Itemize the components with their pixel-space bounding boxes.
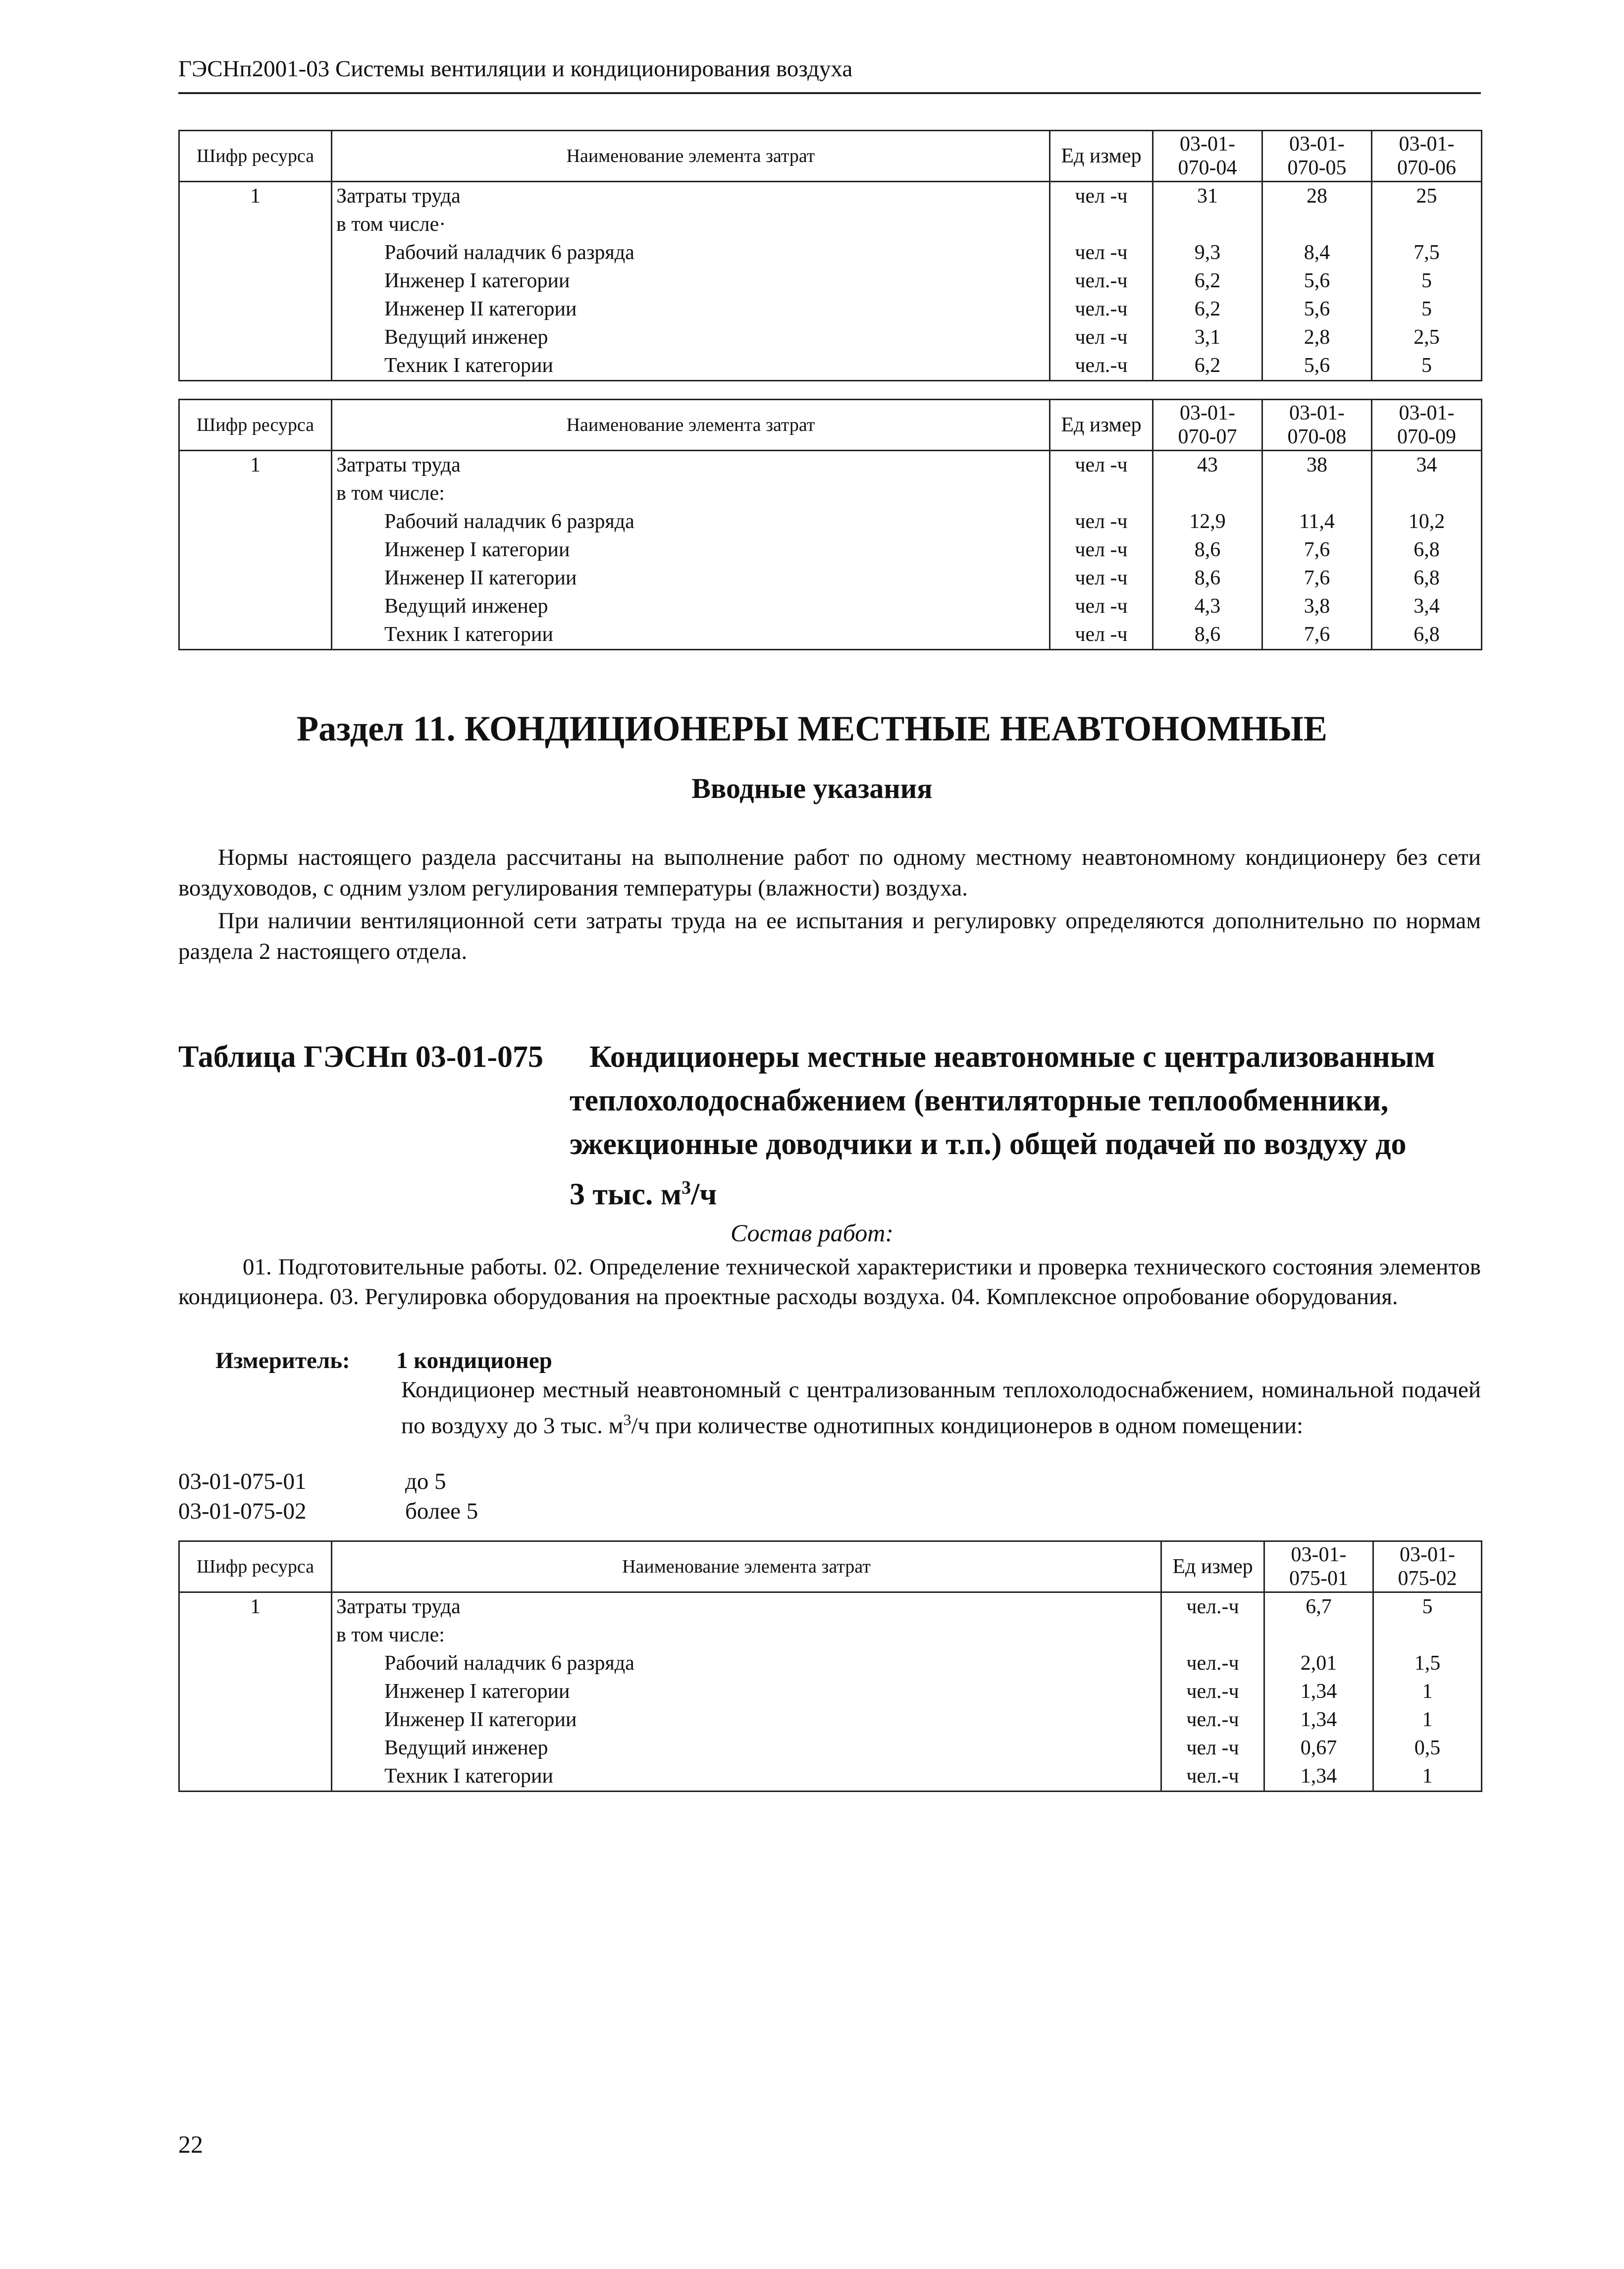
cell-value xyxy=(1372,479,1482,508)
cell-code xyxy=(179,352,332,381)
table-row xyxy=(179,592,1482,621)
cell-value: 6,2 xyxy=(1153,267,1262,295)
cell-value: 5,6 xyxy=(1262,267,1372,295)
table-row xyxy=(179,564,1482,592)
cell-value: 2,01 xyxy=(1264,1649,1373,1678)
cell-code xyxy=(179,295,332,323)
cell-code xyxy=(179,592,332,621)
cell-code xyxy=(179,1678,332,1706)
cell-unit: чел.-ч xyxy=(1050,352,1153,381)
cell-unit: чел -ч xyxy=(1050,239,1153,267)
table-row xyxy=(179,1762,1482,1792)
cell-value: 6,8 xyxy=(1372,621,1482,650)
cell-value: 0,5 xyxy=(1373,1734,1482,1762)
table-row xyxy=(179,508,1482,536)
cell-value: 8,6 xyxy=(1153,621,1262,650)
cell-value: 34 xyxy=(1372,451,1482,480)
col-header-code: Шифр ресурса xyxy=(179,400,332,451)
table-row xyxy=(179,239,1482,267)
col-header-code: Шифр ресурса xyxy=(179,131,332,182)
cell-value: 7,6 xyxy=(1262,564,1372,592)
cell-unit: чел.-ч xyxy=(1161,1592,1264,1622)
cell-code xyxy=(179,1734,332,1762)
col-header-norm-1: 03-01- 070-04 xyxy=(1153,131,1262,182)
cell-code xyxy=(179,479,332,508)
running-header: ГЭСНп2001-03 Системы вентиляции и кондиционирования воздуха xyxy=(178,56,853,82)
cell-name: Инженер II категории xyxy=(332,564,1050,592)
cell-value: 8,6 xyxy=(1153,564,1262,592)
table-row xyxy=(179,1592,1482,1622)
table-row xyxy=(179,182,1482,211)
table-row xyxy=(179,352,1482,381)
meter-description: Кондиционер местный неавтономный с централизованным теплохолодоснабжением, номинальной подачей по воздуху до 3 тыс. $м^3/ч$ при количестве однотипных кондиционеров в одном помещении: xyxy=(401,1377,1481,1439)
cell-name: Инженер II категории xyxy=(332,295,1050,323)
cell-unit: чел -ч xyxy=(1050,182,1153,211)
cell-unit xyxy=(1050,211,1153,239)
table-row xyxy=(179,1706,1482,1734)
cell-unit: чел -ч xyxy=(1050,508,1153,536)
cell-code: 1 xyxy=(179,451,332,480)
cell-value: 8,6 xyxy=(1153,536,1262,564)
cell-code xyxy=(179,1706,332,1734)
cell-unit xyxy=(1161,1621,1264,1649)
cell-value xyxy=(1153,211,1262,239)
cell-value xyxy=(1262,211,1372,239)
col-header-norm-1: 03-01- 070-07 xyxy=(1153,400,1262,451)
cell-name: Рабочий наладчик 6 разряда xyxy=(332,508,1050,536)
table-row xyxy=(179,323,1482,352)
cell-name: Инженер I категории xyxy=(332,267,1050,295)
col-header-name: Наименование элемента затрат xyxy=(332,1541,1161,1592)
cell-unit: чел -ч xyxy=(1050,536,1153,564)
cell-code xyxy=(179,564,332,592)
cell-value: 6,2 xyxy=(1153,352,1262,381)
cell-value: 5,6 xyxy=(1262,295,1372,323)
cell-value: 12,9 xyxy=(1153,508,1262,536)
col-header-code: Шифр ресурса xyxy=(179,1541,332,1592)
intro-paragraph-2: При наличии вентиляционной сети затраты труда на ее испытания и регулировку определяются дополнительно по нормам раздела 2 настоящего отдела. xyxy=(178,908,1481,964)
cell-value: 7,6 xyxy=(1262,621,1372,650)
cell-code xyxy=(179,239,332,267)
cell-value: 5,6 xyxy=(1262,352,1372,381)
cell-value xyxy=(1264,1621,1373,1649)
cell-value: 3,1 xyxy=(1153,323,1262,352)
cell-value xyxy=(1372,211,1482,239)
header-rule xyxy=(178,92,1481,94)
cell-value: 5 xyxy=(1372,267,1482,295)
norm-text-2: более 5 xyxy=(405,1498,478,1524)
cell-value: 4,3 xyxy=(1153,592,1262,621)
cell-unit: чел -ч xyxy=(1050,592,1153,621)
col-header-norm-2: 03-01- 070-08 xyxy=(1262,400,1372,451)
cell-value: 9,3 xyxy=(1153,239,1262,267)
norm-code-2: 03-01-075-02 xyxy=(178,1498,307,1524)
cell-unit: чел -ч xyxy=(1050,323,1153,352)
cell-unit: чел -ч xyxy=(1050,621,1153,650)
table-row xyxy=(179,211,1482,239)
cell-value: 7,5 xyxy=(1372,239,1482,267)
cell-value xyxy=(1373,1621,1482,1649)
norm-code-1: 03-01-075-01 xyxy=(178,1469,307,1494)
cell-value: 8,4 xyxy=(1262,239,1372,267)
cell-value: 3,4 xyxy=(1372,592,1482,621)
cell-value: 6,8 xyxy=(1372,564,1482,592)
cell-unit: чел -ч xyxy=(1161,1734,1264,1762)
table-row xyxy=(179,295,1482,323)
cell-value: 1,34 xyxy=(1264,1762,1373,1792)
cell-name: Рабочий наладчик 6 разряда xyxy=(332,239,1050,267)
table-row xyxy=(179,1678,1482,1706)
cell-value xyxy=(1262,479,1372,508)
cell-value: 10,2 xyxy=(1372,508,1482,536)
cell-unit: чел.-ч xyxy=(1161,1706,1264,1734)
table-title-line-3: эжекционные доводчики и т.п.) общей подачей по воздуху до xyxy=(570,1127,1407,1161)
page-number: 22 xyxy=(178,2130,203,2158)
cell-value: 5 xyxy=(1372,295,1482,323)
composition-caption: Состав работ: xyxy=(730,1219,894,1247)
cell-unit: чел -ч xyxy=(1050,451,1153,480)
col-header-name: Наименование элемента затрат xyxy=(332,400,1050,451)
cell-code: 1 xyxy=(179,182,332,211)
cell-name: Техник I категории xyxy=(332,1762,1161,1792)
cell-code xyxy=(179,508,332,536)
cell-value: 6,8 xyxy=(1372,536,1482,564)
resource-table-075 xyxy=(178,1540,1482,1792)
cell-unit: чел -ч xyxy=(1050,564,1153,592)
cell-value: 38 xyxy=(1262,451,1372,480)
resource-table-070-07-09 xyxy=(178,399,1482,650)
col-header-norm-3: 03-01- 070-09 xyxy=(1372,400,1482,451)
cell-value: 5 xyxy=(1372,352,1482,381)
col-header-unit: Ед измер xyxy=(1050,400,1153,451)
cell-value: 2,5 xyxy=(1372,323,1482,352)
table-row xyxy=(179,621,1482,650)
cell-value: 43 xyxy=(1153,451,1262,480)
col-header-norm-2: 03-01- 075-02 xyxy=(1373,1541,1482,1592)
section-subtitle: Вводные указания xyxy=(691,772,933,804)
resource-table-070-04-06 xyxy=(178,130,1482,381)
cell-value: 2,8 xyxy=(1262,323,1372,352)
norm-text-1: до 5 xyxy=(405,1469,446,1494)
intro-paragraph-1: Нормы настоящего раздела рассчитаны на выполнение работ по одному местному неавтономному кондиционеру без сети воздуховодов, с одним узлом регулирования температуры (влажности) воздуха. xyxy=(178,844,1481,901)
cell-code xyxy=(179,1762,332,1792)
cell-value: 28 xyxy=(1262,182,1372,211)
cell-code xyxy=(179,267,332,295)
cell-value: 1 xyxy=(1373,1762,1482,1792)
cell-value: 5 xyxy=(1373,1592,1482,1622)
cell-name: Рабочий наладчик 6 разряда xyxy=(332,1649,1161,1678)
table-title-line-1: Кондиционеры местные неавтономные с централизованным xyxy=(589,1040,1435,1074)
cell-value: 1,5 xyxy=(1373,1649,1482,1678)
cell-unit: чел.-ч xyxy=(1161,1762,1264,1792)
cell-name: в том числе: xyxy=(332,479,1050,508)
cell-unit: чел.-ч xyxy=(1050,267,1153,295)
cell-name: Ведущий инженер xyxy=(332,323,1050,352)
meter-label: Измеритель: xyxy=(215,1348,350,1373)
section-title: Раздел 11. КОНДИЦИОНЕРЫ МЕСТНЫЕ НЕАВТОНОМНЫЕ xyxy=(297,709,1327,748)
cell-name: Инженер I категории xyxy=(332,536,1050,564)
cell-name: Техник I категории xyxy=(332,621,1050,650)
cell-unit: чел.-ч xyxy=(1161,1678,1264,1706)
cell-name: Инженер II категории xyxy=(332,1706,1161,1734)
table-row xyxy=(179,479,1482,508)
cell-name: Затраты труда xyxy=(332,1592,1161,1622)
cell-name: в том числе· xyxy=(332,211,1050,239)
cell-unit: чел.-ч xyxy=(1161,1649,1264,1678)
cell-value: 11,4 xyxy=(1262,508,1372,536)
cell-value: 1,34 xyxy=(1264,1678,1373,1706)
cell-code: 1 xyxy=(179,1592,332,1622)
table-row xyxy=(179,1621,1482,1649)
table-title-line-4: 3 тыс. $м^3/ч$ xyxy=(570,1177,717,1212)
cell-code xyxy=(179,1649,332,1678)
table-title-line-2: теплохолодоснабжением (вентиляторные теплообменники, xyxy=(570,1084,1389,1117)
cell-value: 7,6 xyxy=(1262,536,1372,564)
cell-value: 1,34 xyxy=(1264,1706,1373,1734)
cell-name: Затраты труда xyxy=(332,182,1050,211)
meter-value: 1 кондиционер xyxy=(396,1348,552,1373)
cell-value: 0,67 xyxy=(1264,1734,1373,1762)
composition-text: 01. Подготовительные работы. 02. Определение технической характеристики и проверка технического состояния элементов кондиционера. 03. Регулировка оборудования на проектные расходы воздуха. 04. Комплексное опробование оборудования. xyxy=(178,1254,1481,1310)
cell-code xyxy=(179,621,332,650)
cell-code xyxy=(179,536,332,564)
cell-name: Инженер I категории xyxy=(332,1678,1161,1706)
cell-value: 25 xyxy=(1372,182,1482,211)
cell-value: 3,8 xyxy=(1262,592,1372,621)
cell-value: 31 xyxy=(1153,182,1262,211)
table-row xyxy=(179,451,1482,480)
table-row xyxy=(179,1734,1482,1762)
col-header-norm-3: 03-01- 070-06 xyxy=(1372,131,1482,182)
col-header-norm-1: 03-01- 075-01 xyxy=(1264,1541,1373,1592)
cell-value xyxy=(1153,479,1262,508)
cell-value: 6,7 xyxy=(1264,1592,1373,1622)
table-row xyxy=(179,1649,1482,1678)
col-header-norm-2: 03-01- 070-05 xyxy=(1262,131,1372,182)
cell-value: 6,2 xyxy=(1153,295,1262,323)
cell-unit xyxy=(1050,479,1153,508)
cell-name: Ведущий инженер xyxy=(332,1734,1161,1762)
cell-value: 1 xyxy=(1373,1678,1482,1706)
table-row xyxy=(179,536,1482,564)
col-header-name: Наименование элемента затрат xyxy=(332,131,1050,182)
cell-name: Затраты труда xyxy=(332,451,1050,480)
cell-name: Ведущий инженер xyxy=(332,592,1050,621)
cell-code xyxy=(179,323,332,352)
cell-unit: чел.-ч xyxy=(1050,295,1153,323)
cell-code xyxy=(179,1621,332,1649)
table-title-prefix: Таблица ГЭСНп 03-01-075 xyxy=(178,1040,544,1074)
cell-value: 1 xyxy=(1373,1706,1482,1734)
cell-code xyxy=(179,211,332,239)
col-header-unit: Ед измер xyxy=(1161,1541,1264,1592)
cell-name: в том числе: xyxy=(332,1621,1161,1649)
cell-name: Техник I категории xyxy=(332,352,1050,381)
col-header-unit: Ед измер xyxy=(1050,131,1153,182)
table-row xyxy=(179,267,1482,295)
